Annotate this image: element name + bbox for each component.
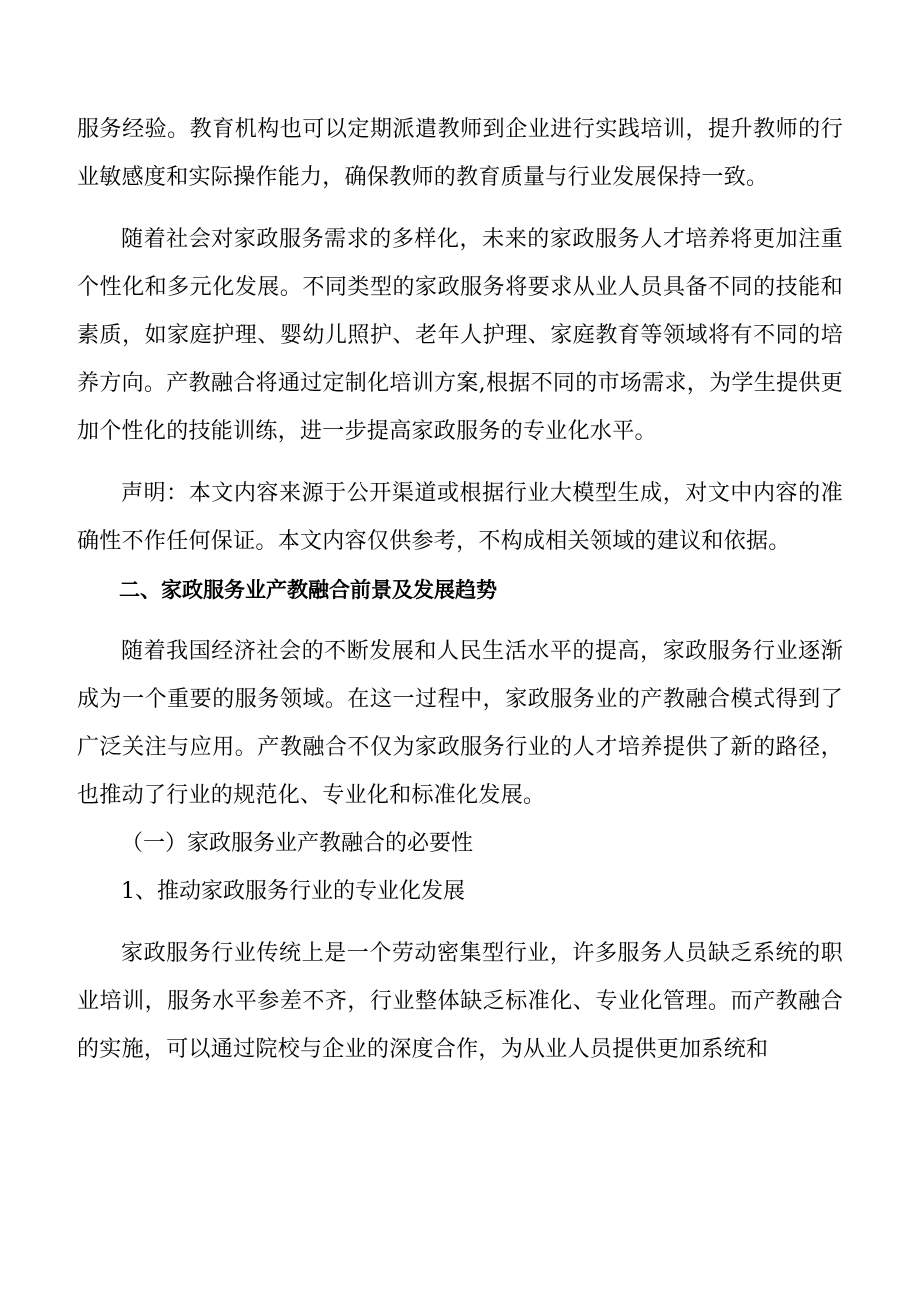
document-body <box>77 106 843 1074</box>
subsection-heading: （一）家政服务业产教融合的必要性 <box>121 831 474 856</box>
paragraph-disclaimer: 声明：本文内容来源于公开渠道或根据行业大模型生成，对文中内容的准确性不作任何保证。本文内容仅供参考，不构成相关领域的建议和依据。 <box>77 481 843 554</box>
paragraph-talent-diversification: 随着社会对家政服务需求的多样化，未来的家政服务人才培养将更加注重个性化和多元化发展。不同类型的家政服务将要求从业人员具备不同的技能和素质，如家庭护理、婴幼儿照护、老年人护理、家庭教育等领域将有不同的培养方向。产教融合将通过定制化培训方案,根据不同的市场需求，为学生提供更加个性化的技能训练，进一步提高家政服务的专业化水平。 <box>77 227 843 444</box>
paragraph-continued: 服务经验。教育机构也可以定期派遣教师到企业进行实践培训，提升教师的行业敏感度和实际操作能力，确保教师的教育质量与行业发展保持一致。 <box>77 117 843 190</box>
paragraph-intro: 随着我国经济社会的不断发展和人民生活水平的提高，家政服务行业逐渐成为一个重要的服务领域。在这一过程中，家政服务业的产教融合模式得到了广泛关注与应用。产教融合不仅为家政服务行业的人才培养提供了新的路径，也推动了行业的规范化、专业化和标准化发展。 <box>77 639 843 808</box>
section-heading: 二、家政服务业产教融合前景及发展趋势 <box>119 578 497 602</box>
paragraph-professionalization: 家政服务行业传统上是一个劳动密集型行业，许多服务人员缺乏系统的职业培训，服务水平参差不齐，行业整体缺乏标准化、专业化管理。而产教融合的实施，可以通过院校与企业的深度合作，为从业人员提供更加系统和 <box>77 941 843 1062</box>
list-item-heading: 1、推动家政服务行业的专业化发展 <box>121 879 465 904</box>
